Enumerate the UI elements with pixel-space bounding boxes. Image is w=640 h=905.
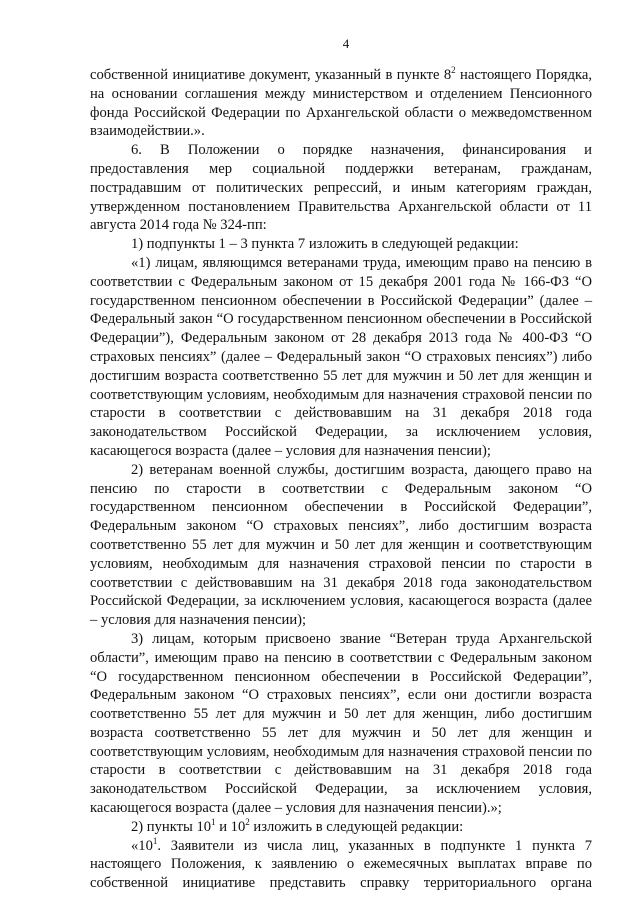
- superscript: 1: [152, 835, 158, 846]
- paragraph-text: изложить в следующей редакции:: [249, 818, 464, 835]
- paragraph-text: настоящего Порядка, на основании соглашения между министерством и отделением Пенсионного фонда Российской Федерации по Архангельской области о межведомственном взаимодействии.».: [90, 67, 592, 140]
- paragraph-text: «10: [131, 837, 153, 854]
- paragraph-text: 1) подпункты 1 – 3 пункта 7 изложить в следующей редакции:: [131, 236, 519, 253]
- paragraph-text: «1) лицам, являющимся ветеранами труда, имеющим право на пенсию в соответствии с Федеральным законом от 15 декабря 2001 года № 166-ФЗ “О государственном пенсионном обеспечении в Российской Федерации” (далее – Федеральный закон “О государственном пенсионном обеспечении в Российской Федерации”), Федеральным законом от 28 декабря 2013 года № 400-ФЗ “О страховых пенсиях” (далее – Федеральный закон “О страховых пенсиях”) либо достигшим возраста соответственно 55 лет для мужчин и 50 лет для женщин и соответствующим условиям, необходимым для назначения страховой пенсии по старости в соответствии с действовавшим на 31 декабря 2018 года законодательством Российской Федерации, за исключением условия, касающегося возраста (далее – условия для назначения пенсии);: [90, 254, 592, 459]
- superscript: 2: [245, 816, 250, 827]
- paragraph-text: 6. В Положении о порядке назначения, финансирования и предоставления мер социальной поддержки ветеранам, гражданам, пострадавшим от политических репрессий, и иным категориям граждан, утвержденном постановлением Правительства Архангельской области от 11 августа 2014 года № 324-пп:: [90, 142, 592, 234]
- paragraph: [90, 461, 592, 630]
- page-number: 4: [342, 36, 350, 51]
- paragraph-text: 2) ветеранам военной службы, достигшим возраста, дающего право на пенсию по старости в соответствии с Федеральным законом “О государственном пенсионном обеспечении в Российской Федерации”, Федеральным законом “О страховых пенсиях”, либо достигшим возраста соответственно 55 лет для мужчин и 50 лет для женщин и соответствующим условиям, необходимым для назначения страховой пенсии по старости в соответствии с действовавшим на 31 декабря 2018 года законодательством Российской Федерации, за исключением условия, касающегося возраста (далее – условия для назначения пенсии);: [90, 461, 592, 629]
- paragraph: [90, 235, 592, 254]
- paragraph: [90, 630, 592, 818]
- paragraph-text: . Заявители из числа лиц, указанных в подпункте 1 пункта 7 настоящего Положения, к заявлению о ежемесячных выплатах вправе по собственной инициативе представить справку территориального органа: [90, 837, 592, 892]
- paragraph: [90, 66, 592, 141]
- superscript: 1: [211, 816, 216, 827]
- superscript: 2: [451, 65, 456, 75]
- paragraph: [90, 254, 592, 461]
- document-body: [90, 66, 592, 893]
- paragraph-text: собственной инициативе документ, указанный в пункте 8: [90, 67, 452, 83]
- paragraph-text: 2) пункты 10: [131, 818, 212, 835]
- paragraph-text: 3) лицам, которым присвоено звание “Ветеран труда Архангельской области”, имеющим право на пенсию в соответствии с Федеральным законом “О государственном пенсионном обеспечении в Российской Федерации”, Федеральным законом “О страховых пенсиях”, если они достигли возраста соответственно 55 лет для мужчин и 50 лет для женщин, либо достигшим возраста соответственно 55 лет для мужчин и 50 лет для женщин и соответствующим условиям, необходимым для назначения страховой пенсии по старости в соответствии с действовавшим на 31 декабря 2018 года законодательством Российской Федерации, за исключением условия, касающегося возраста (далее – условия для назначения пенсии).»;: [90, 630, 592, 817]
- paragraph: [90, 818, 592, 837]
- paragraph-text: и 10: [215, 818, 246, 835]
- paragraph: [90, 141, 592, 235]
- paragraph: [90, 837, 592, 893]
